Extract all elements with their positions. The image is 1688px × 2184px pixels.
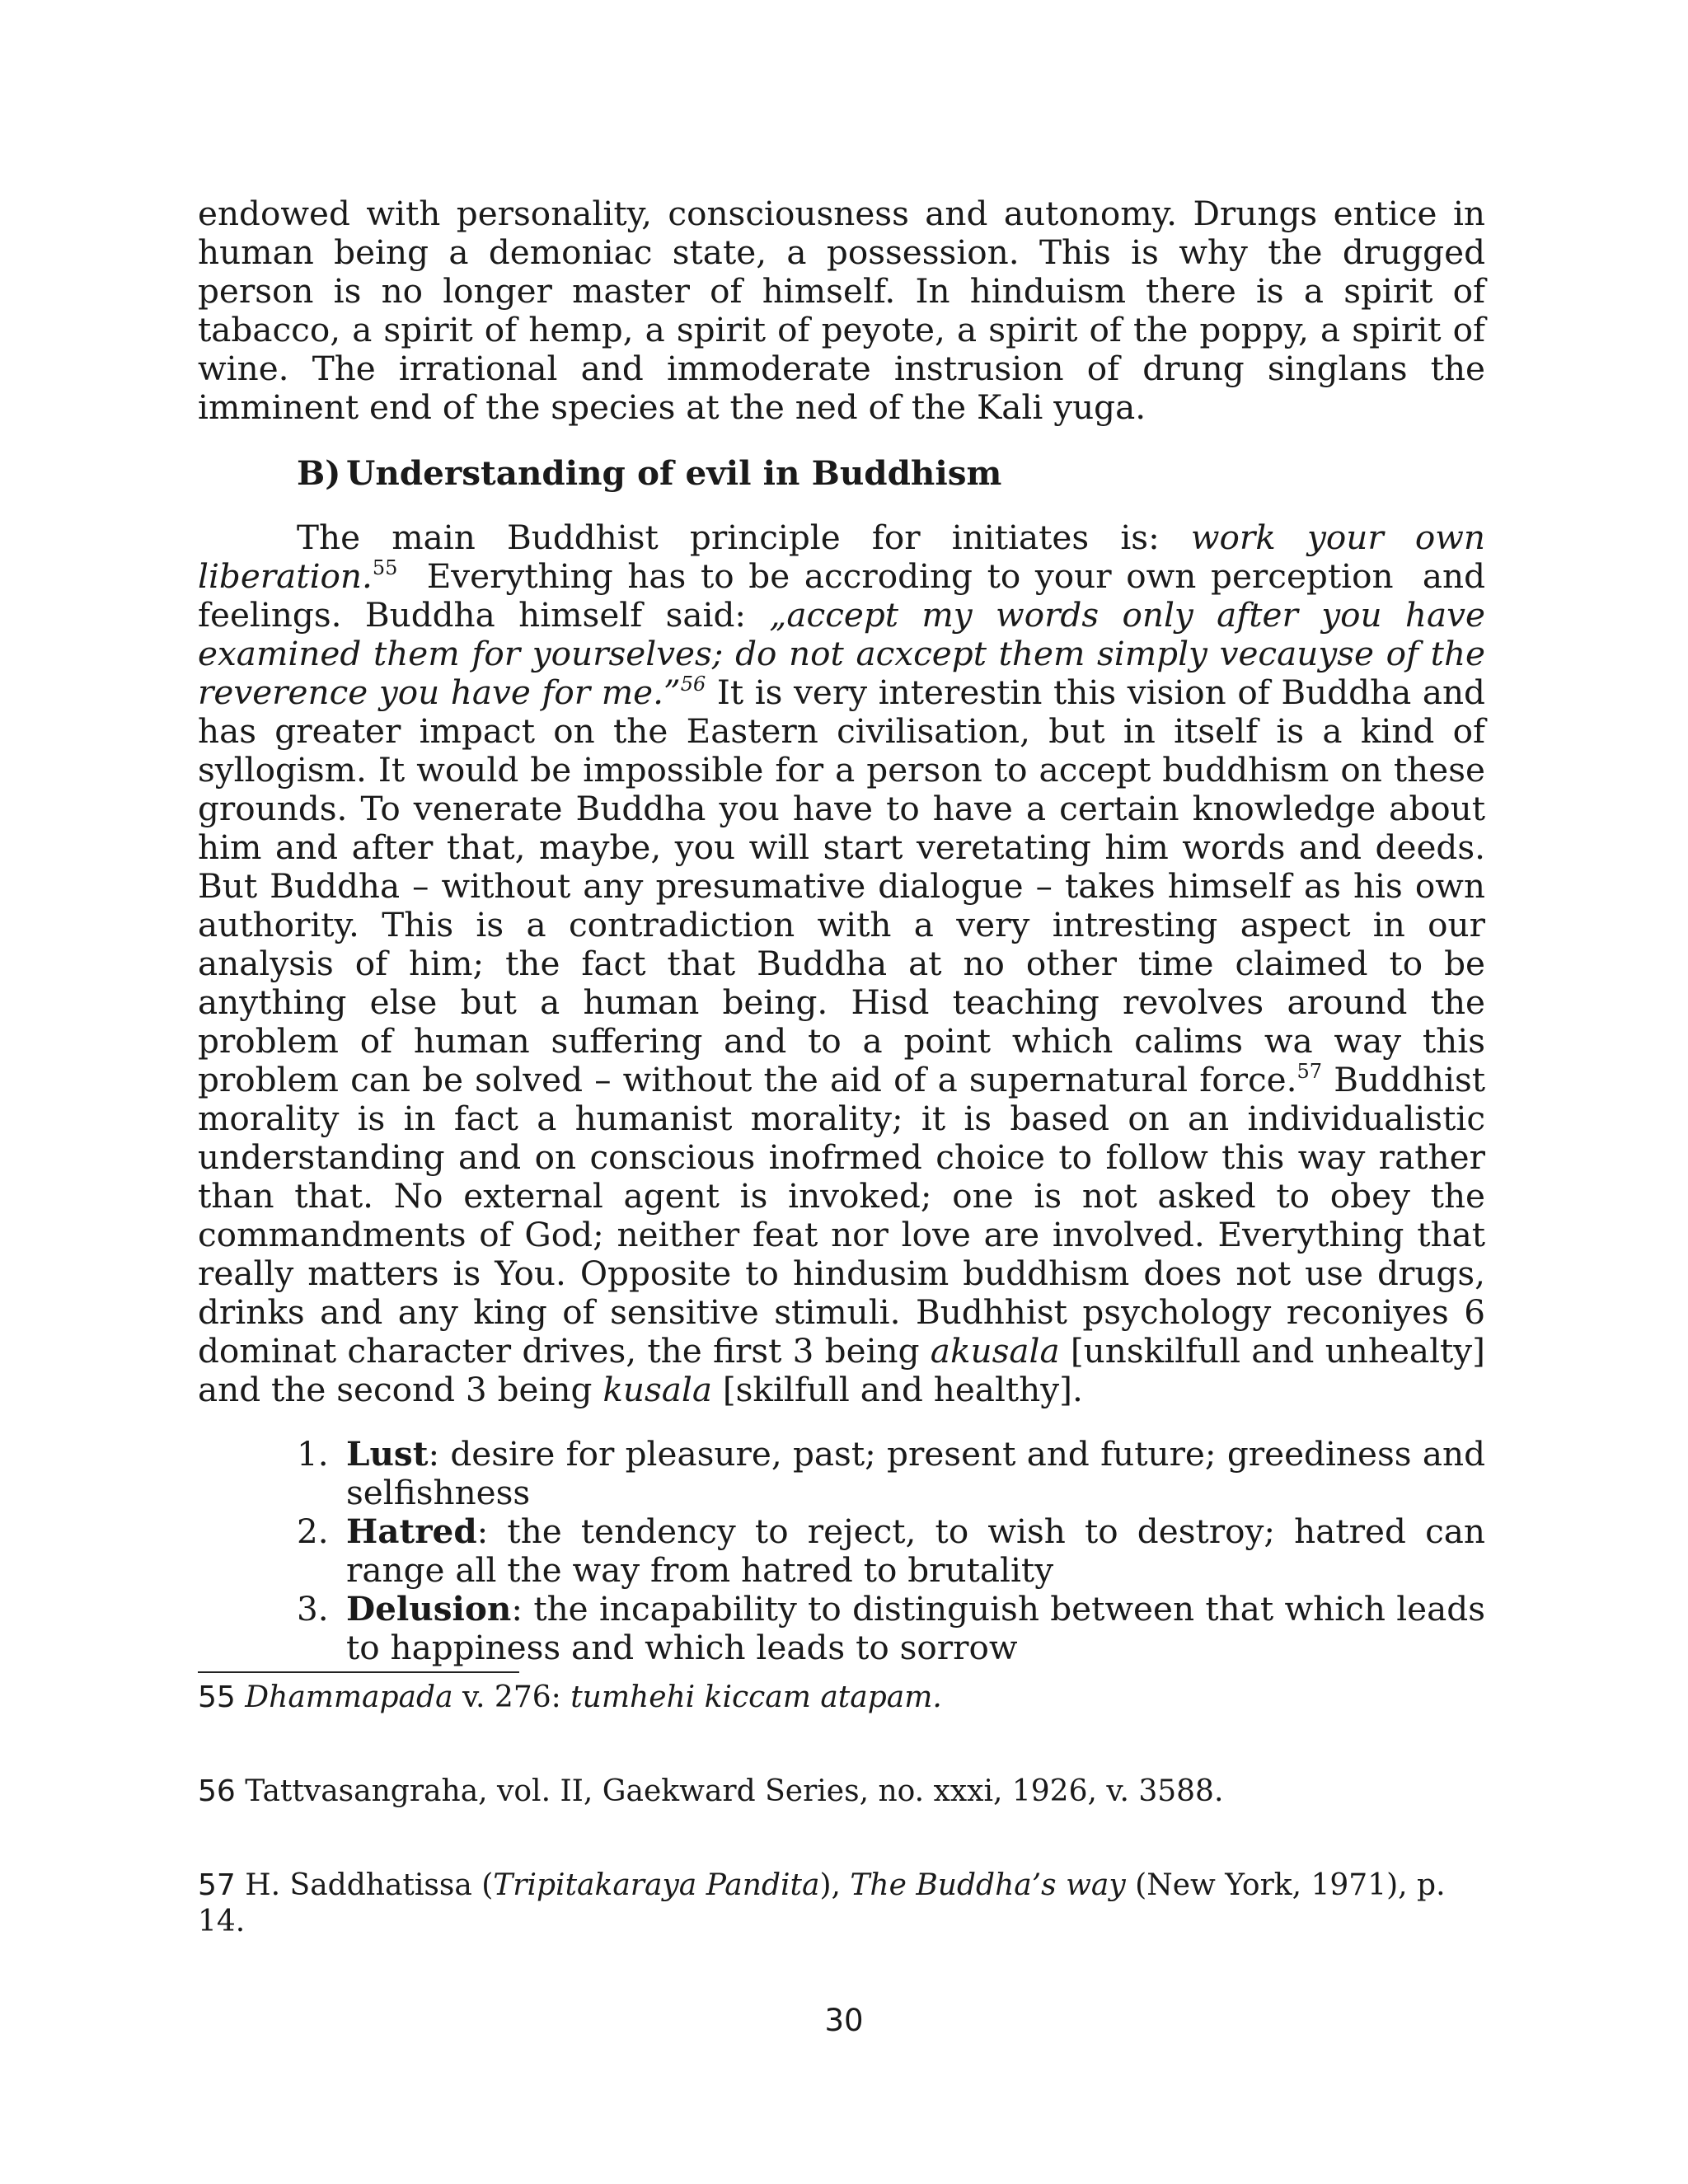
list-item-desc: : desire for pleasure, past; present and future; greediness and selfishness: [346, 1434, 1485, 1512]
footnote-number: 56: [198, 1774, 236, 1808]
list-item-number: 2.: [297, 1511, 329, 1551]
para2-text-4: Buddhist morality is in fact a humanist morality; it is based on an individualistic understanding and on conscious inofrmed choice to follow this way rather than that. No external agent is invoked; one is not asked to obey the commandments of God; neither feat nor love are involved. Everything that really matters is You. Opposite to hindusim buddhism does not use drugs, drinks and any king of sensitive stimuli. Budhhist psychology reconiyes 6 dominat character drives, the first 3 being: [198, 1060, 1486, 1371]
para2-text-2: Everything has to be accroding to your own perception and feelings. Buddha himself said:: [198, 556, 1496, 635]
page-number: 30: [824, 2003, 864, 2038]
footnote-separator: [198, 1671, 519, 1673]
para2-text-3: It is very interestin this vision of Buddha and has greater impact on the Eastern civilisation, but in itself is a kind of syllogism. It would be impossible for a person to accept buddhism on these grounds. To venerate Buddha you have to have a certain knowledge about him and after that, maybe, you will start veretating him words and deeds. But Buddha – without any presumative dialogue – takes himself as his own authority. This is a contradiction with a very intresting aspect in our analysis of him; the fact that Buddha at no other time claimed to be anything else but a human being. Hisd teaching revolves around the problem of human suffering and to a point which calims wa way this problem can be solved – without the aid of a supernatural force.: [198, 673, 1485, 1099]
list-item: [198, 1512, 1485, 1590]
paragraph-intro: endowed with personality, consciousness and autonomy. Drungs entice in human being a demoniac state, a possession. This is why the drugged person is no longer master of himself. In hinduism there is a spirit of tabacco, a spirit of hemp, a spirit of peyote, a spirit of the poppy, a spirit of wine. The irrational and immoderate instrusion of drung singlans the imminent end of the species at the ned of the Kali yuga.: [198, 194, 1485, 427]
character-drives-list: [198, 1435, 1485, 1667]
footnote-text: v. 276:: [452, 1680, 571, 1714]
para2-italic-liberation: work your own liberation.: [198, 518, 1485, 596]
section-heading-label: B): [297, 453, 341, 493]
list-item: [198, 1590, 1485, 1667]
footnote-text: H. Saddhatissa (: [235, 1868, 494, 1902]
paragraph-buddhism: [198, 518, 1496, 1409]
list-item-desc: : the incapability to distinguish between that which leads to happiness and which leads to sorrow: [346, 1589, 1485, 1667]
list-item: [198, 1435, 1485, 1512]
footnote-56: [198, 1774, 1485, 1810]
para2-italic-quote: „accept my words only after you have examined them for yourselves; do not acxcept them simply vecauyse of the reverence you have for me.”: [198, 595, 1485, 712]
footnote-57: [198, 1868, 1485, 1940]
para2-text-6: [skilfull and healthy].: [711, 1370, 1083, 1409]
footnote-italic: The Buddha’s way: [850, 1868, 1126, 1902]
page-body: [198, 194, 1496, 1667]
para2-text-5: [unskilfull and unhealty] and the second 3 being: [198, 1331, 1485, 1409]
footnote-text: Tattvasangraha, vol. II, Gaekward Series, no. xxxi, 1926, v. 3588.: [235, 1774, 1224, 1808]
footnote-italic: Tripitakaraya Pandita: [493, 1868, 820, 1902]
footnote-number: 55: [198, 1680, 236, 1714]
footnote-italic: tumhehi kiccam atapam.: [570, 1680, 942, 1714]
list-item-term: Hatred: [346, 1511, 477, 1551]
section-heading: [297, 454, 1485, 493]
list-item-term: Lust: [346, 1434, 429, 1474]
list-item-term: Delusion: [346, 1589, 512, 1629]
footnote-ref-56[interactable]: 56: [680, 673, 706, 696]
footnote-ref-57[interactable]: 57: [1296, 1060, 1323, 1083]
footnote-ref-55[interactable]: 55: [372, 556, 398, 579]
footnote-text: (New York, 1971), p. 14.: [198, 1868, 1446, 1938]
footnote-text: ),: [819, 1868, 851, 1902]
footnote-55: [198, 1680, 1485, 1716]
para2-text-1: The main Buddhist principle for initiates is:: [297, 518, 1191, 557]
footnote-number: 57: [198, 1868, 236, 1902]
para2-italic-kusala: kusala: [603, 1370, 712, 1409]
list-item-desc: : the tendency to reject, to wish to destroy; hatred can range all the way from hatred to brutality: [346, 1511, 1485, 1590]
footnote-italic: Dhammapada: [245, 1680, 453, 1714]
para2-italic-akusala: akusala: [930, 1331, 1060, 1371]
list-item-number: 3.: [297, 1589, 329, 1629]
list-item-number: 1.: [297, 1434, 329, 1474]
section-heading-title: Understanding of evil in Buddhism: [346, 453, 1002, 493]
